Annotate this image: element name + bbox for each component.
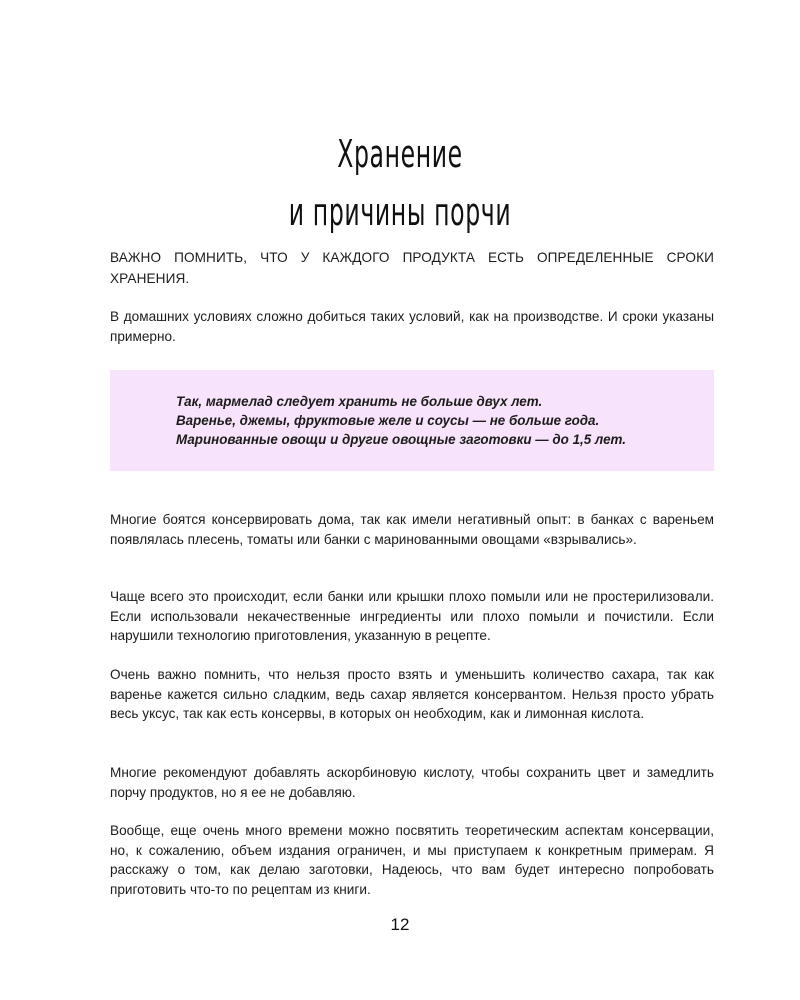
page-title-line-2: и причины порчи xyxy=(288,190,512,235)
callout-line-pickles: Маринованные овощи и другие овощные заготовки — до 1,5 лет. xyxy=(176,432,626,447)
body-paragraph-ascorbic: Многие рекомендуют добавлять аскорбиновую кислоту, чтобы сохранить цвет и замедлить порчу продуктов, но я ее не добавляю. xyxy=(110,765,714,800)
body-paragraph-sugar: Очень важно помнить, что нельзя просто взять и уменьшить количество сахара, так как варенье кажется сильно сладким, ведь сахар является консервантом. Нельзя просто убрать весь уксус, так как есть консервы, в которых он необходим, как и лимонная кислота. xyxy=(110,667,714,721)
intro-paragraph: В домашних условиях сложно добиться таких условий, как на производстве. И сроки указаны примерно. xyxy=(110,309,714,344)
page-title xyxy=(152,125,648,241)
page-number: 12 xyxy=(390,915,410,934)
lead-paragraph: ВАЖНО ПОМНИТЬ, ЧТО У КАЖДОГО ПРОДУКТА ЕСТЬ ОПРЕДЕЛЕННЫЕ СРОКИ ХРАНЕНИЯ. xyxy=(110,250,714,286)
callout-line-jam: Варенье, джемы, фруктовые желе и соусы — не больше года. xyxy=(176,413,600,428)
storage-terms-callout xyxy=(110,370,714,471)
body-paragraph-causes: Чаще всего это происходит, если банки или крышки плохо помыли или не простерилизовали. Если использовали некачественные ингредиенты или плохо помыли и почистили. Если нарушили технологию приготовления, указанную в рецепте. xyxy=(110,589,714,643)
body-paragraph-fears: Многие боятся консервировать дома, так как имели негативный опыт: в банках с вареньем появлялась плесень, томаты или банки с маринованными овощами «взрывались». xyxy=(110,512,714,547)
body-paragraph-theory: Вообще, еще очень много времени можно посвятить теоретическим аспектам консервации, но, к сожалению, объем издания ограничен, и мы приступаем к конкретным примерам. Я расскажу о том, как делаю заготовки, Надеюсь, что вам будет интересно попробовать приготовить что-то по рецептам из книги. xyxy=(110,823,714,897)
page-title-line-1: Хранение xyxy=(337,132,463,177)
callout-line-marmalade: Так, мармелад следует хранить не больше двух лет. xyxy=(176,394,543,409)
